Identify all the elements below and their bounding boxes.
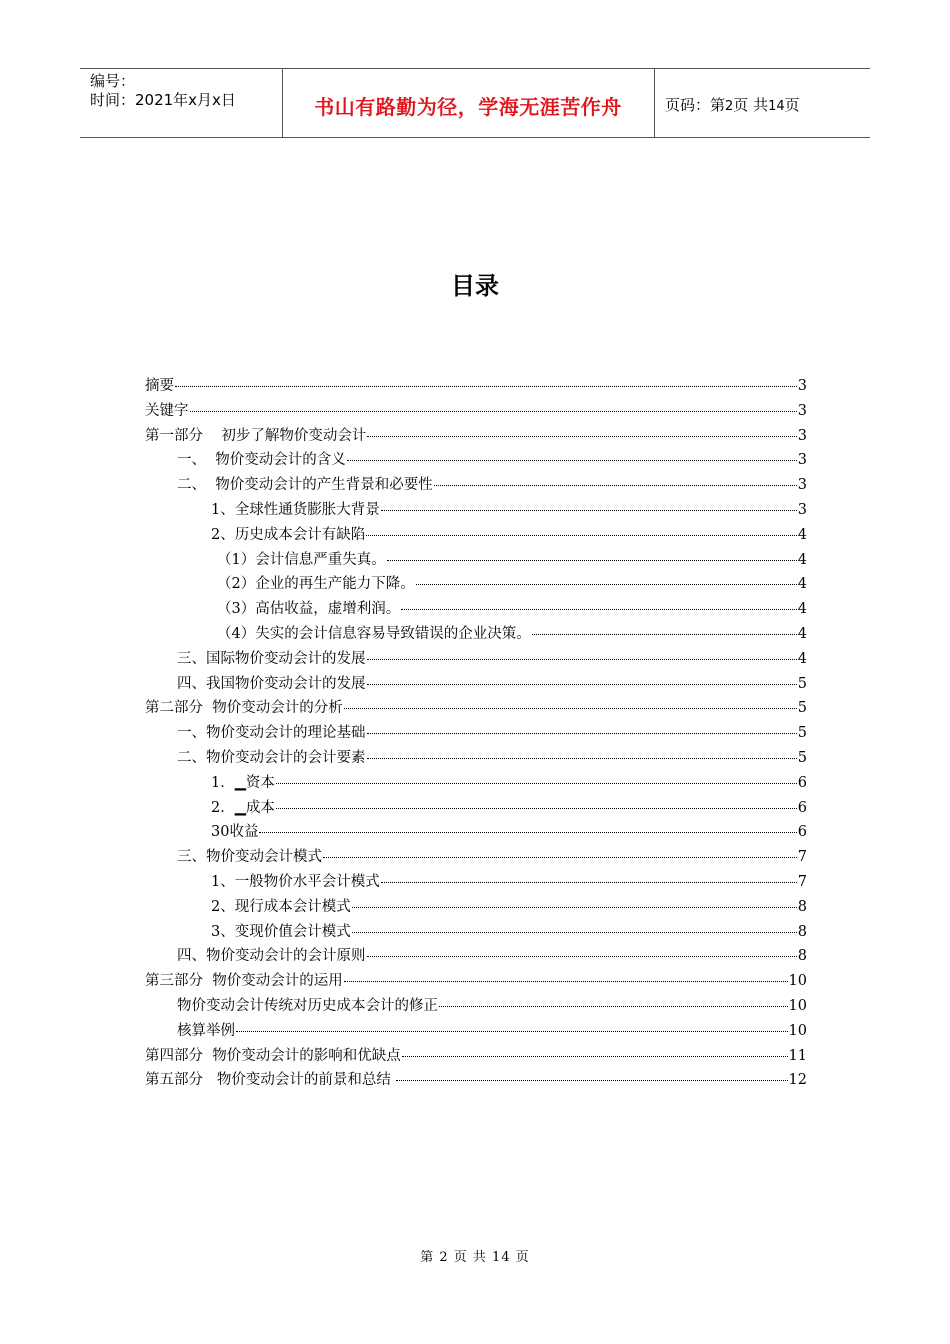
toc-entry-label: 核算举例 xyxy=(177,1022,235,1039)
toc-entry-label: 四、物价变动会计的会计原则 xyxy=(177,948,366,965)
toc-entry[interactable] xyxy=(145,969,807,994)
toc-entry-page: 5 xyxy=(797,675,807,692)
toc-entry[interactable] xyxy=(145,845,807,870)
toc-entry-label: 2．▁成本 xyxy=(211,799,275,816)
toc-dot-leader xyxy=(366,535,797,536)
toc-entry[interactable] xyxy=(145,870,807,895)
toc-entry-page: 3 xyxy=(797,402,807,419)
toc-entry-label: 第三部分 物价变动会计的运用 xyxy=(145,973,343,990)
page-mid: 页 共 xyxy=(733,96,769,114)
toc-entry[interactable] xyxy=(145,994,807,1019)
toc-entry-page: 10 xyxy=(788,973,807,990)
toc-dot-leader xyxy=(396,1080,787,1081)
toc-entry-page: 3 xyxy=(797,452,807,469)
toc-entry-page: 4 xyxy=(797,650,807,667)
toc-dot-leader xyxy=(434,485,797,486)
toc-dot-leader xyxy=(401,609,797,610)
toc-dot-leader xyxy=(439,1006,788,1007)
toc-entry-page: 5 xyxy=(797,749,807,766)
toc-entry-label: 1、一般物价水平会计模式 xyxy=(211,873,380,890)
page-prefix: 页码：第 xyxy=(665,96,726,114)
toc-entry-page: 7 xyxy=(797,849,807,866)
toc-dot-leader xyxy=(344,981,788,982)
toc-dot-leader xyxy=(367,956,797,957)
toc-entry-page: 7 xyxy=(797,873,807,890)
toc-entry[interactable] xyxy=(145,374,807,399)
toc-entry-label: 第二部分 物价变动会计的分析 xyxy=(145,700,343,717)
toc-dot-leader xyxy=(367,684,797,685)
toc-entry-page: 10 xyxy=(788,997,807,1014)
toc-entry-page: 8 xyxy=(797,948,807,965)
toc-entry[interactable] xyxy=(145,746,807,771)
toc-entry-label: 物价变动会计传统对历史成本会计的修正 xyxy=(177,997,438,1014)
toc-entry-page: 3 xyxy=(797,378,807,394)
toc-dot-leader xyxy=(352,932,797,933)
toc-entry[interactable] xyxy=(145,548,807,573)
toc-entry[interactable] xyxy=(145,1044,807,1069)
toc-dot-leader xyxy=(381,882,797,883)
toc-entry-label: 关键字 xyxy=(145,402,189,419)
header-motto-cell xyxy=(282,69,655,137)
toc-entry[interactable] xyxy=(145,895,807,920)
toc-entry-label: （2）企业的再生产能力下降。 xyxy=(217,576,415,593)
toc-entry-page: 10 xyxy=(788,1022,807,1039)
page-suffix: 页 xyxy=(784,96,800,114)
header-page-cell xyxy=(655,69,870,137)
toc-entry[interactable] xyxy=(145,771,807,796)
toc-entry-label: 3、变现价值会计模式 xyxy=(211,923,351,940)
toc-entry-page: 4 xyxy=(797,551,807,568)
toc-dot-leader xyxy=(190,411,797,412)
toc-entry-label: 第四部分 物价变动会计的影响和优缺点 xyxy=(145,1047,401,1064)
toc-entry-label: 二、 物价变动会计的产生背景和必要性 xyxy=(177,477,433,494)
toc-dot-leader xyxy=(367,436,796,437)
toc-entry-label: 摘要 xyxy=(145,378,174,394)
toc-entry-label: （3）高估收益，虚增利润。 xyxy=(217,601,401,618)
toc-entry-page: 12 xyxy=(788,1072,807,1089)
toc-entry-label: 三、物价变动会计模式 xyxy=(177,849,322,866)
toc-dot-leader xyxy=(367,659,797,660)
toc-entry-label: 三、国际物价变动会计的发展 xyxy=(177,650,366,667)
toc-entry-label: 1、全球性通货膨胀大背景 xyxy=(211,501,380,518)
toc-entry-page: 6 xyxy=(797,824,807,841)
toc-entry-page: 3 xyxy=(797,427,807,444)
toc-entry-label: （1）会计信息严重失真。 xyxy=(217,551,386,568)
toc-dot-leader xyxy=(276,808,797,809)
toc-entry[interactable] xyxy=(145,399,807,424)
toc-dot-leader xyxy=(532,634,797,635)
toc-dot-leader xyxy=(236,1031,788,1032)
toc-entry-label: 四、我国物价变动会计的发展 xyxy=(177,675,366,692)
toc-dot-leader xyxy=(323,857,797,858)
toc-entry-page: 3 xyxy=(797,477,807,494)
toc-dot-leader xyxy=(259,832,796,833)
toc-entry-page: 5 xyxy=(797,725,807,742)
page-number: 2 xyxy=(725,99,734,114)
toc-dot-leader xyxy=(347,460,797,461)
toc-dot-leader xyxy=(367,758,797,759)
toc-entry-label: 2、历史成本会计有缺陷 xyxy=(211,526,366,543)
toc-entry[interactable] xyxy=(145,448,807,473)
toc-entry[interactable] xyxy=(145,1019,807,1044)
toc-entry[interactable] xyxy=(145,721,807,746)
toc-entry[interactable] xyxy=(145,523,807,548)
toc-entry-page: 4 xyxy=(797,625,807,642)
toc-entry-page: 6 xyxy=(797,799,807,816)
toc-entry-label: 1．▁资本 xyxy=(211,774,275,791)
toc-dot-leader xyxy=(387,560,797,561)
header-page-info xyxy=(665,94,800,115)
toc-dot-leader xyxy=(367,733,797,734)
toc-entry-page: 4 xyxy=(797,576,807,593)
toc-entry[interactable] xyxy=(145,622,807,647)
toc-entry[interactable] xyxy=(145,944,807,969)
toc-entry-page: 4 xyxy=(797,526,807,543)
header-motto: 书山有路勤为径，学海无涯苦作舟 xyxy=(314,95,622,119)
toc-entry-label: 第五部分 物价变动会计的前景和总结 xyxy=(145,1072,396,1089)
toc-entry-label: 30收益 xyxy=(211,824,259,841)
table-of-contents xyxy=(145,374,807,1093)
toc-entry[interactable] xyxy=(145,572,807,597)
toc-title: 目录 xyxy=(451,272,499,300)
toc-entry-page: 8 xyxy=(797,923,807,940)
page-total: 14 xyxy=(768,99,785,114)
toc-entry-label: 一、 物价变动会计的含义 xyxy=(177,452,346,469)
toc-entry[interactable] xyxy=(145,498,807,523)
toc-dot-leader xyxy=(344,708,797,709)
toc-dot-leader xyxy=(402,1056,788,1057)
toc-entry[interactable] xyxy=(145,473,807,498)
toc-entry-page: 3 xyxy=(797,501,807,518)
toc-entry-page: 5 xyxy=(797,700,807,717)
toc-entry[interactable] xyxy=(145,820,807,845)
toc-entry[interactable] xyxy=(145,920,807,945)
toc-entry-label: 一、物价变动会计的理论基础 xyxy=(177,725,366,742)
toc-dot-leader xyxy=(276,783,797,784)
toc-entry[interactable] xyxy=(145,647,807,672)
toc-entry-page: 6 xyxy=(797,774,807,791)
toc-entry-page: 11 xyxy=(788,1047,807,1064)
toc-dot-leader xyxy=(381,510,797,511)
header-meta-cell xyxy=(80,69,283,137)
document-number-label: 编号： xyxy=(90,72,136,90)
toc-entry-label: （4）失实的会计信息容易导致错误的企业决策。 xyxy=(217,625,531,642)
toc-dot-leader xyxy=(175,386,797,387)
document-date: 时间：2021年x月x日 xyxy=(90,91,236,109)
toc-entry[interactable] xyxy=(145,597,807,622)
toc-dot-leader xyxy=(352,907,797,908)
toc-entry-page: 8 xyxy=(797,898,807,915)
page-header xyxy=(80,68,870,138)
toc-entry[interactable] xyxy=(145,424,807,449)
toc-entry-page: 4 xyxy=(797,601,807,618)
toc-entry[interactable] xyxy=(145,1068,807,1093)
toc-entry-label: 二、物价变动会计的会计要素 xyxy=(177,749,366,766)
toc-dot-leader xyxy=(416,584,797,585)
page-footer: 第 2 页 共 14 页 xyxy=(420,1250,530,1265)
toc-entry-label: 第一部分 初步了解物价变动会计 xyxy=(145,427,367,444)
toc-entry[interactable] xyxy=(145,696,807,721)
toc-entry-label: 2、现行成本会计模式 xyxy=(211,898,351,915)
toc-entry[interactable] xyxy=(145,672,807,697)
toc-entry[interactable] xyxy=(145,796,807,821)
